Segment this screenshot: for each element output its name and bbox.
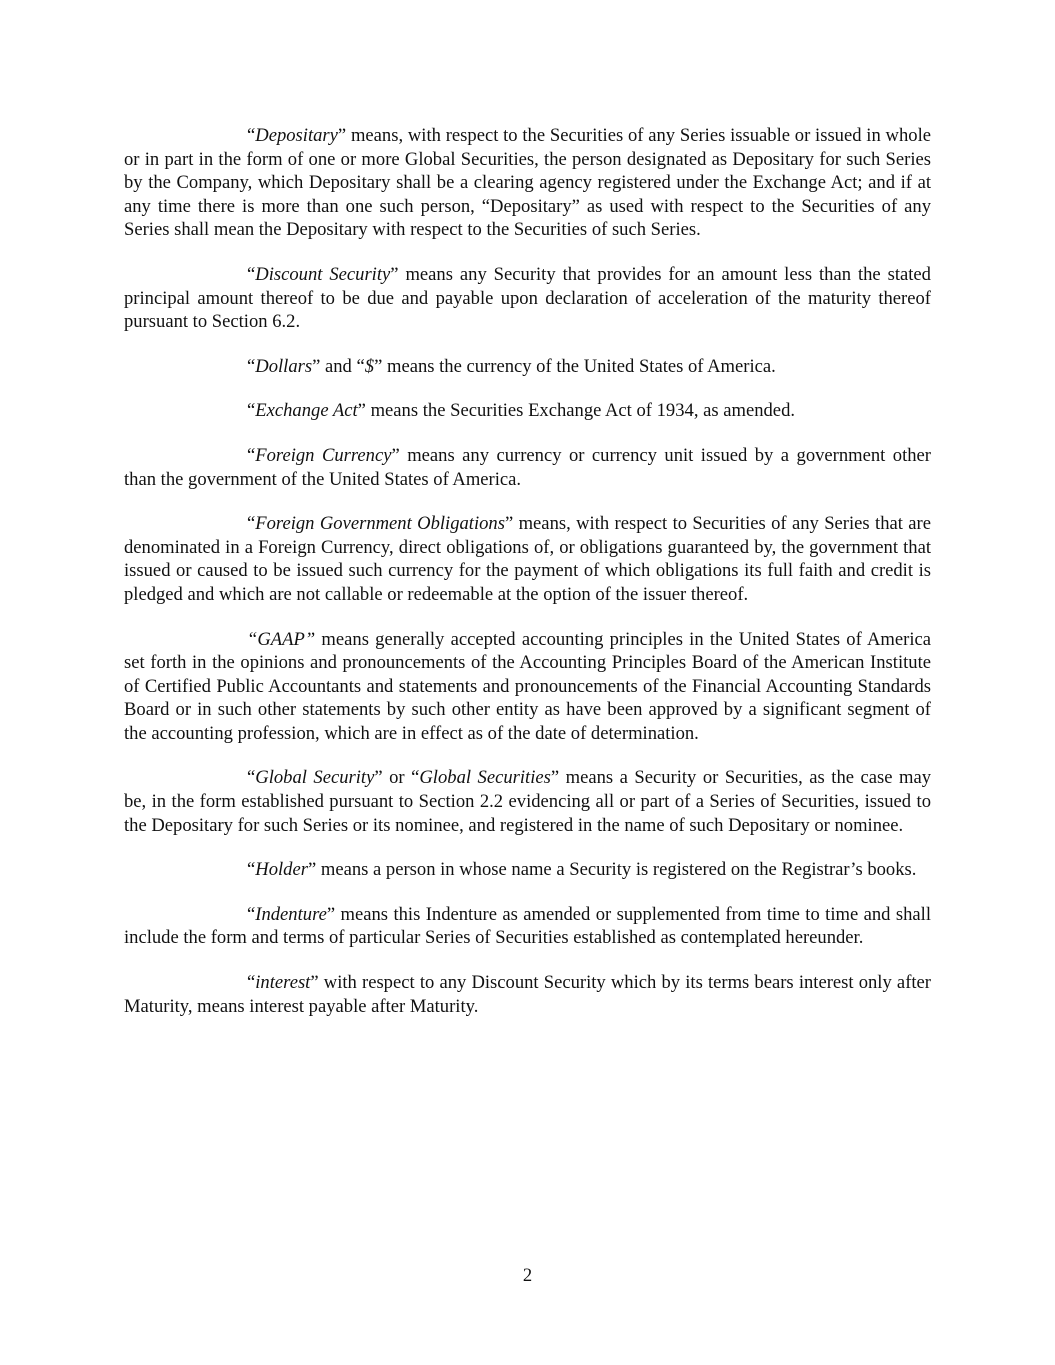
defined-term: Dollars bbox=[255, 355, 313, 377]
definition-text: means, with respect to the Securities of any Series issuable or issued in whole or in part in the form of one or more Global Securities, the person designated as Depositary for such Series by the Company, which Depositary shall be a clearing agency registered under the Exchange Act; and if at any time there is more than one such person, “Depositary” as used with respect to the Securities of any Series shall mean the Depositary with respect to the Securities of such Series. bbox=[124, 125, 931, 241]
defined-term: Foreign Government Obligations bbox=[255, 513, 505, 535]
definition-foreign-currency: “Foreign Currency” means any currency or currency unit issued by a government other than the government of the United States of America. bbox=[124, 444, 931, 490]
defined-term: Indenture bbox=[255, 903, 327, 925]
defined-term: Discount Security bbox=[255, 263, 391, 285]
defined-term: Global Security bbox=[255, 767, 375, 789]
definition-interest: “interest” with respect to any Discount Security which by its terms bears interest only after Maturity, means interest payable after Maturity. bbox=[124, 972, 931, 1017]
definition-depositary: “Depositary” means, with respect to the Securities of any Series issuable or issued in whole or in part in the form of one or more Global Securities, the person designated as Depositary for such Series by the Company, which Depositary shall be a clearing agency registered under the Exchange Act; and if at any time there is more than one such person, “Depositary” as used with respect to the Securities of any Series shall mean the Depositary with respect to the Securities of such Series. bbox=[124, 125, 931, 241]
definition-exchange-act: “Exchange Act” means the Securities Exchange Act of 1934, as amended. bbox=[247, 400, 796, 422]
term-connector: or bbox=[382, 767, 412, 789]
definition-holder: “Holder” means a person in whose name a Security is registered on the Registrar’s books. bbox=[247, 859, 917, 881]
definition-text: means a Security or Securities, as the case may be, in the form established pursuant to Section 2.2 evidencing all or part of a Series of Securities, issued to the Depositary for such Series or its nominee, and registered in the name of such Depositary or nominee. bbox=[124, 767, 932, 836]
defined-term: Exchange Act bbox=[255, 400, 358, 422]
definition-text: means a person in whose name a Security is registered on the Registrar’s books. bbox=[316, 859, 917, 881]
definition-indenture: “Indenture” means this Indenture as amended or supplemented from time to time and shall include the form and terms of particular Series of Securities established as contemplated hereunder. bbox=[124, 903, 931, 949]
definition-text: means, with respect to Securities of any Series that are denominated in a Foreign Currency, direct obligations of, or obligations guaranteed by, the government that issued or caused to be issued such currency for the payment of which obligations its full faith and credit is pledged and which are not callable or redeemable at the option of the issuer thereof. bbox=[124, 513, 931, 605]
definition-text: means this Indenture as amended or supplemented from time to time and shall include the form and terms of particular Series of Securities established as contemplated hereunder. bbox=[124, 903, 931, 949]
definition-foreign-government-obligations: “Foreign Government Obligations” means, with respect to Securities of any Series that are denominated in a Foreign Currency, direct obligations of, or obligations guaranteed by, the government that issued or caused to be issued such currency for the payment of which obligations its full faith and credit is pledged and which are not callable or redeemable at the option of the issuer thereof. bbox=[124, 513, 931, 605]
definition-text: means generally accepted accounting principles in the United States of America set forth in the opinions and pronouncements of the Accounting Principles Board of the American Institute of Certified Public Accountants and statements and pronouncements of the Financial Accounting Standards Board or in such other statements by such other entity as have been approved by a significant segment of the accounting profession, which are in effect as of the date of determination. bbox=[124, 628, 931, 744]
defined-term: Foreign Currency bbox=[255, 444, 392, 466]
definition-gaap bbox=[124, 628, 931, 746]
page-number: 2 bbox=[522, 1265, 533, 1286]
term-connector: and bbox=[320, 355, 357, 377]
definition-dollars: “Dollars” and “$” means the currency of the United States of America. bbox=[247, 355, 776, 377]
defined-term-alt: $ bbox=[364, 355, 375, 377]
defined-term-quoted: “GAAP” bbox=[247, 628, 316, 650]
definition-global-security: “Global Security” or “Global Securities” means a Security or Securities, as the case may be, in the form established pursuant to Section 2.2 evidencing all or part of a Series of Securities, issued to the Depositary for such Series or its nominee, and registered in the name of such Depositary or nominee. bbox=[124, 767, 932, 836]
definition-discount-security: “Discount Security” means any Security that provides for an amount less than the stated principal amount thereof to be due and payable upon declaration of acceleration of the maturity thereof pursuant to Section 6.2. bbox=[124, 263, 931, 333]
document-page bbox=[124, 124, 931, 1039]
definition-text: means any currency or currency unit issued by a government other than the government of the United States of America. bbox=[124, 444, 931, 490]
definition-text: with respect to any Discount Security which by its terms bears interest only after Maturity, means interest payable after Maturity. bbox=[124, 972, 931, 1017]
definition-text: means any Security that provides for an amount less than the stated principal amount thereof to be due and payable upon declaration of acceleration of the maturity thereof pursuant to Section 6.2. bbox=[124, 263, 931, 333]
defined-term-alt: Global Securities bbox=[419, 767, 551, 789]
definition-text: means the currency of the United States of America. bbox=[382, 355, 776, 377]
defined-term: GAAP bbox=[257, 628, 305, 650]
definition-text: means the Securities Exchange Act of 1934, as amended. bbox=[365, 400, 796, 422]
defined-term: Depositary bbox=[255, 125, 338, 146]
defined-term: interest bbox=[255, 972, 311, 994]
defined-term: Holder bbox=[255, 859, 308, 881]
